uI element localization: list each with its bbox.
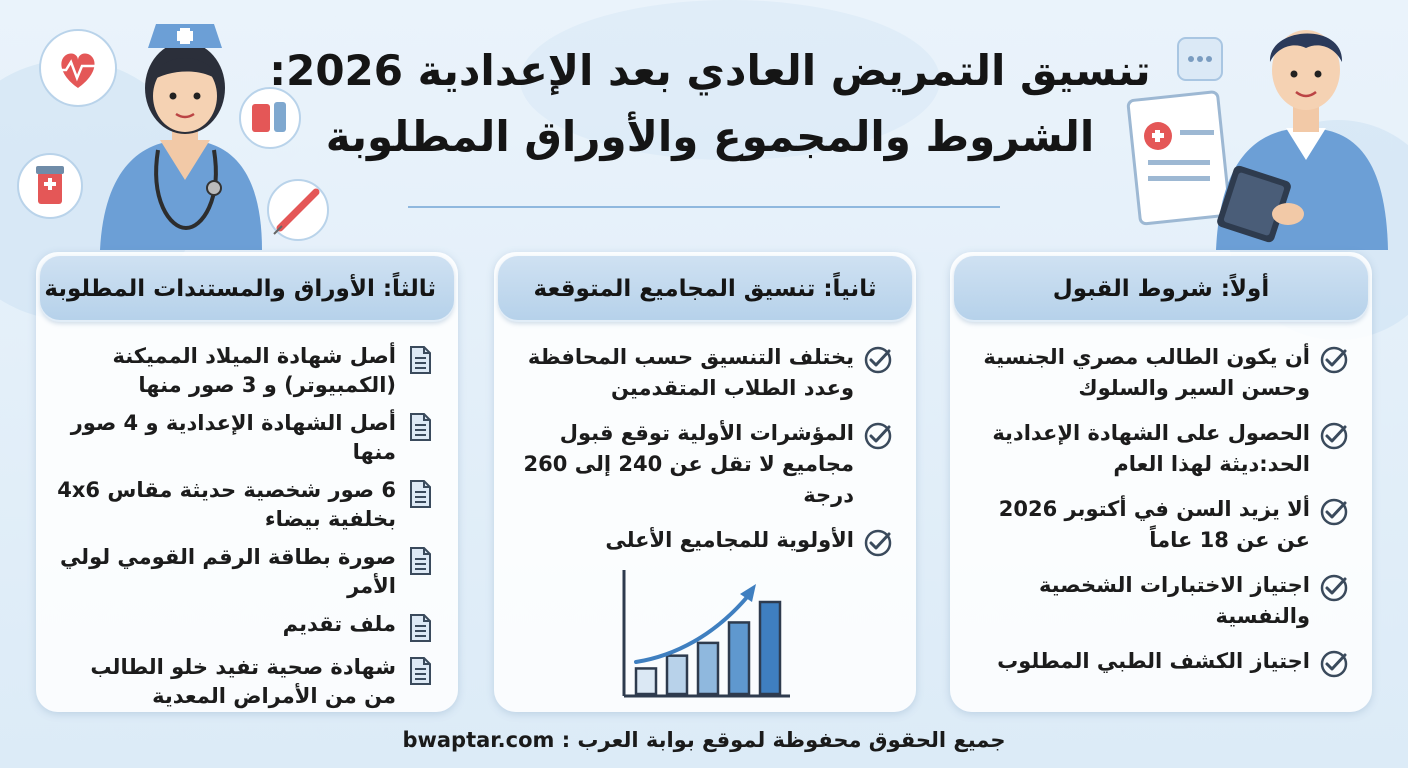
- document-text: صورة بطاقة الرقم القومي لولي الأمر: [59, 545, 396, 598]
- document-text: أصل شهادة الميلاد المميكنة (الكمبيوتر) و 3 صور منها: [112, 344, 396, 397]
- check-circle-icon: [1318, 344, 1350, 376]
- document-text: أصل الشهادة الإعدادية و 4 صور منها: [70, 411, 396, 464]
- title-line-1: تنسيق التمريض العادي بعد الإعدادية 2026:: [269, 46, 1151, 95]
- condition-text: الحصول على الشهادة الإعدادية الحد:ديثة لهذا العام: [992, 421, 1310, 476]
- page-title: [250, 38, 1170, 170]
- document-text: 6 صور شخصية حديثة مقاس 4x6 بخلفية بيضاء: [57, 478, 396, 531]
- document-icon: [404, 478, 436, 510]
- list-item: [54, 610, 436, 644]
- list-item: [512, 342, 894, 404]
- document-icon: [404, 655, 436, 687]
- chart-bar: [698, 643, 718, 694]
- condition-text: أن يكون الطالب مصري الجنسية وحسن السير والسلوك: [983, 345, 1310, 400]
- required-documents-heading: ثالثاً: الأوراق والمستندات المطلوبة: [40, 256, 454, 322]
- trend-arrowhead: [740, 584, 756, 602]
- check-circle-icon: [1318, 496, 1350, 528]
- check-circle-icon: [1318, 648, 1350, 680]
- check-circle-icon: [862, 420, 894, 452]
- expected-scores-panel: [494, 252, 916, 712]
- document-text: شهادة صحية تفيد خلو الطالب من من الأمراض المعدية: [90, 655, 396, 708]
- document-icon: [404, 612, 436, 644]
- document-icon: [404, 545, 436, 577]
- expected-scores-heading: ثانياً: تنسيق المجاميع المتوقعة: [498, 256, 912, 322]
- list-item: [968, 570, 1350, 632]
- list-item: [54, 543, 436, 601]
- check-circle-icon: [1318, 420, 1350, 452]
- list-item: [512, 525, 894, 559]
- score-text: الأولوية للمجاميع الأعلى: [605, 528, 854, 552]
- chart-bar: [667, 656, 687, 694]
- score-text: يختلف التنسيق حسب المحافظة وعدد الطلاب المتقدمين: [527, 345, 854, 400]
- footer-copyright[interactable]: جميع الحقوق محفوظة لموقع بوابة العرب : bwaptar.com: [402, 728, 1006, 752]
- title-line-2: الشروط والمجموع والأوراق المطلوبة: [325, 112, 1095, 161]
- check-circle-icon: [862, 344, 894, 376]
- chart-bar: [760, 602, 780, 694]
- list-item: [54, 342, 436, 400]
- document-text: ملف تقديم: [282, 612, 396, 636]
- title-divider: [408, 206, 1000, 208]
- document-icon: [404, 411, 436, 443]
- chart-bar: [729, 622, 749, 694]
- admission-conditions-panel: [950, 252, 1372, 712]
- list-item: [968, 418, 1350, 480]
- condition-text: اجتياز الكشف الطبي المطلوب: [997, 649, 1310, 673]
- required-documents-panel: [36, 252, 458, 712]
- admission-conditions-heading: أولاً: شروط القبول: [954, 256, 1368, 322]
- condition-text: اجتياز الاختبارات الشخصية والنفسية: [1038, 573, 1310, 628]
- list-item: [512, 418, 894, 511]
- document-icon: [404, 344, 436, 376]
- list-item: [54, 476, 436, 534]
- list-item: [54, 409, 436, 467]
- condition-text: ألا يزيد السن في أكتوبر 2026 عن عن 18 عاماً: [998, 497, 1310, 552]
- check-circle-icon: [1318, 572, 1350, 604]
- chart-bar: [636, 668, 656, 694]
- growth-bar-chart: [614, 566, 794, 702]
- score-text: المؤشرات الأولية توقع قبول مجاميع لا تقل عن 240 إلى 260 درجة: [523, 421, 854, 507]
- list-item: [968, 646, 1350, 680]
- list-item: [54, 653, 436, 711]
- list-item: [968, 342, 1350, 404]
- list-item: [968, 494, 1350, 556]
- check-circle-icon: [862, 527, 894, 559]
